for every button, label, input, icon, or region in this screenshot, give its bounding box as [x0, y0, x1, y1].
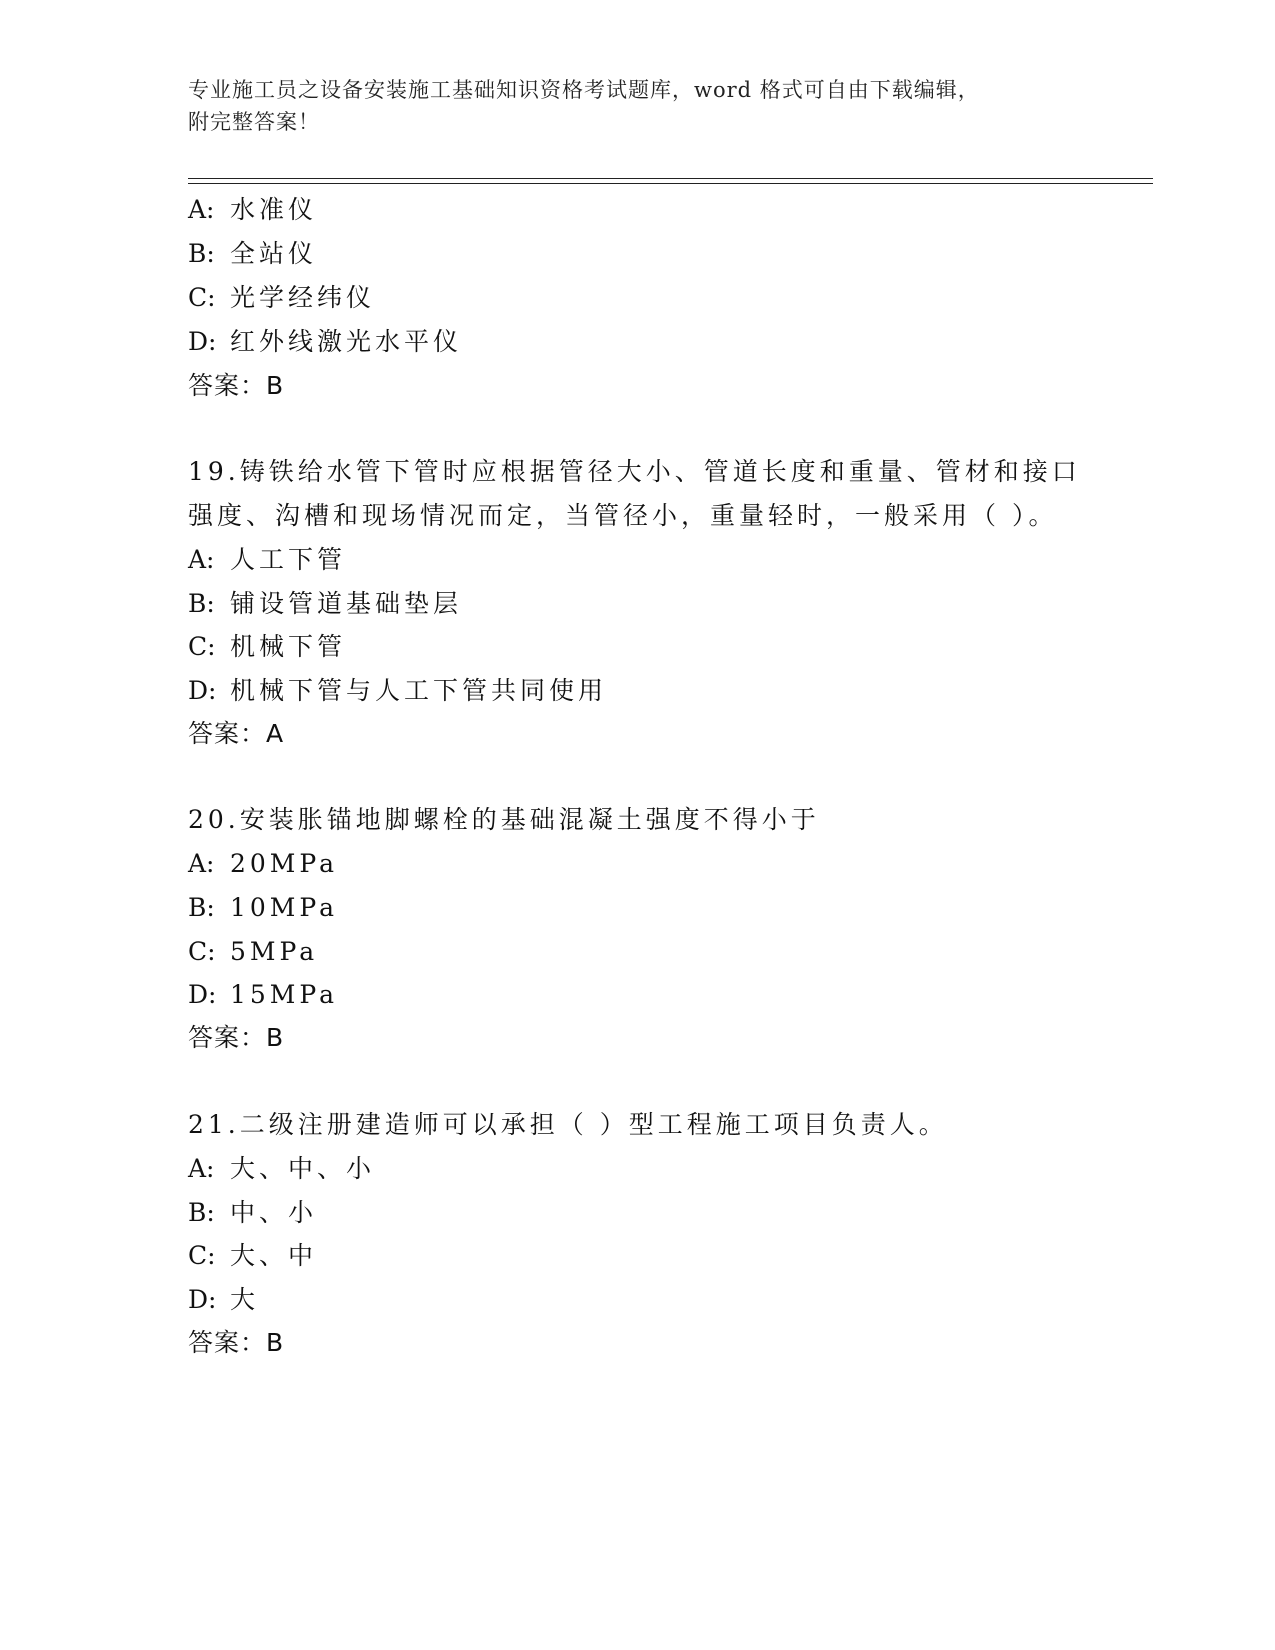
header-line-2: 附完整答案！ [188, 110, 320, 134]
q19-option-c: C: 机械下管 [188, 632, 347, 661]
q20-option-a: A: 20MPa [188, 849, 339, 878]
q18-option-b: B: 全站仪 [188, 239, 318, 268]
header-divider-top [188, 178, 1153, 179]
q20-option-d: D: 15MPa [188, 980, 339, 1009]
q20-option-b: B: 10MPa [188, 893, 339, 922]
q20-option-c: C: 5MPa [188, 937, 319, 966]
q19-option-a: A: 人工下管 [188, 545, 347, 574]
q21-stem: 21.二级注册建造师可以承担（ ）型工程施工项目负责人。 [188, 1110, 948, 1139]
q21-option-a: A: 大、中、小 [188, 1154, 376, 1183]
header-line-1: 专业施工员之设备安装施工基础知识资格考试题库，word 格式可自由下载编辑， [188, 78, 980, 102]
q20-stem: 20.安装胀锚地脚螺栓的基础混凝土强度不得小于 [188, 805, 820, 834]
q18-option-a: A: 水准仪 [188, 195, 318, 224]
q18-answer: 答案：B [188, 371, 285, 400]
header-divider-bottom [188, 183, 1153, 184]
q18-option-d: D: 红外线激光水平仪 [188, 327, 463, 356]
q21-option-d: D: 大 [188, 1285, 260, 1314]
q19-stem-line-2: 强度、沟槽和现场情况而定，当管径小，重量轻时，一般采用（ ）。 [188, 501, 1058, 530]
q19-option-d: D: 机械下管与人工下管共同使用 [188, 676, 608, 705]
q21-option-c: C: 大、中 [188, 1241, 318, 1270]
q18-option-c: C: 光学经纬仪 [188, 283, 376, 312]
q21-answer: 答案：B [188, 1328, 285, 1357]
q19-answer: 答案：A [188, 719, 285, 748]
q21-option-b: B: 中、小 [188, 1198, 318, 1227]
document-header [188, 74, 1088, 138]
q19-option-b: B: 铺设管道基础垫层 [188, 589, 463, 618]
q19-stem-line-1: 19.铸铁给水管下管时应根据管径大小、管道长度和重量、管材和接口 [188, 457, 1081, 486]
q20-answer: 答案：B [188, 1023, 285, 1052]
